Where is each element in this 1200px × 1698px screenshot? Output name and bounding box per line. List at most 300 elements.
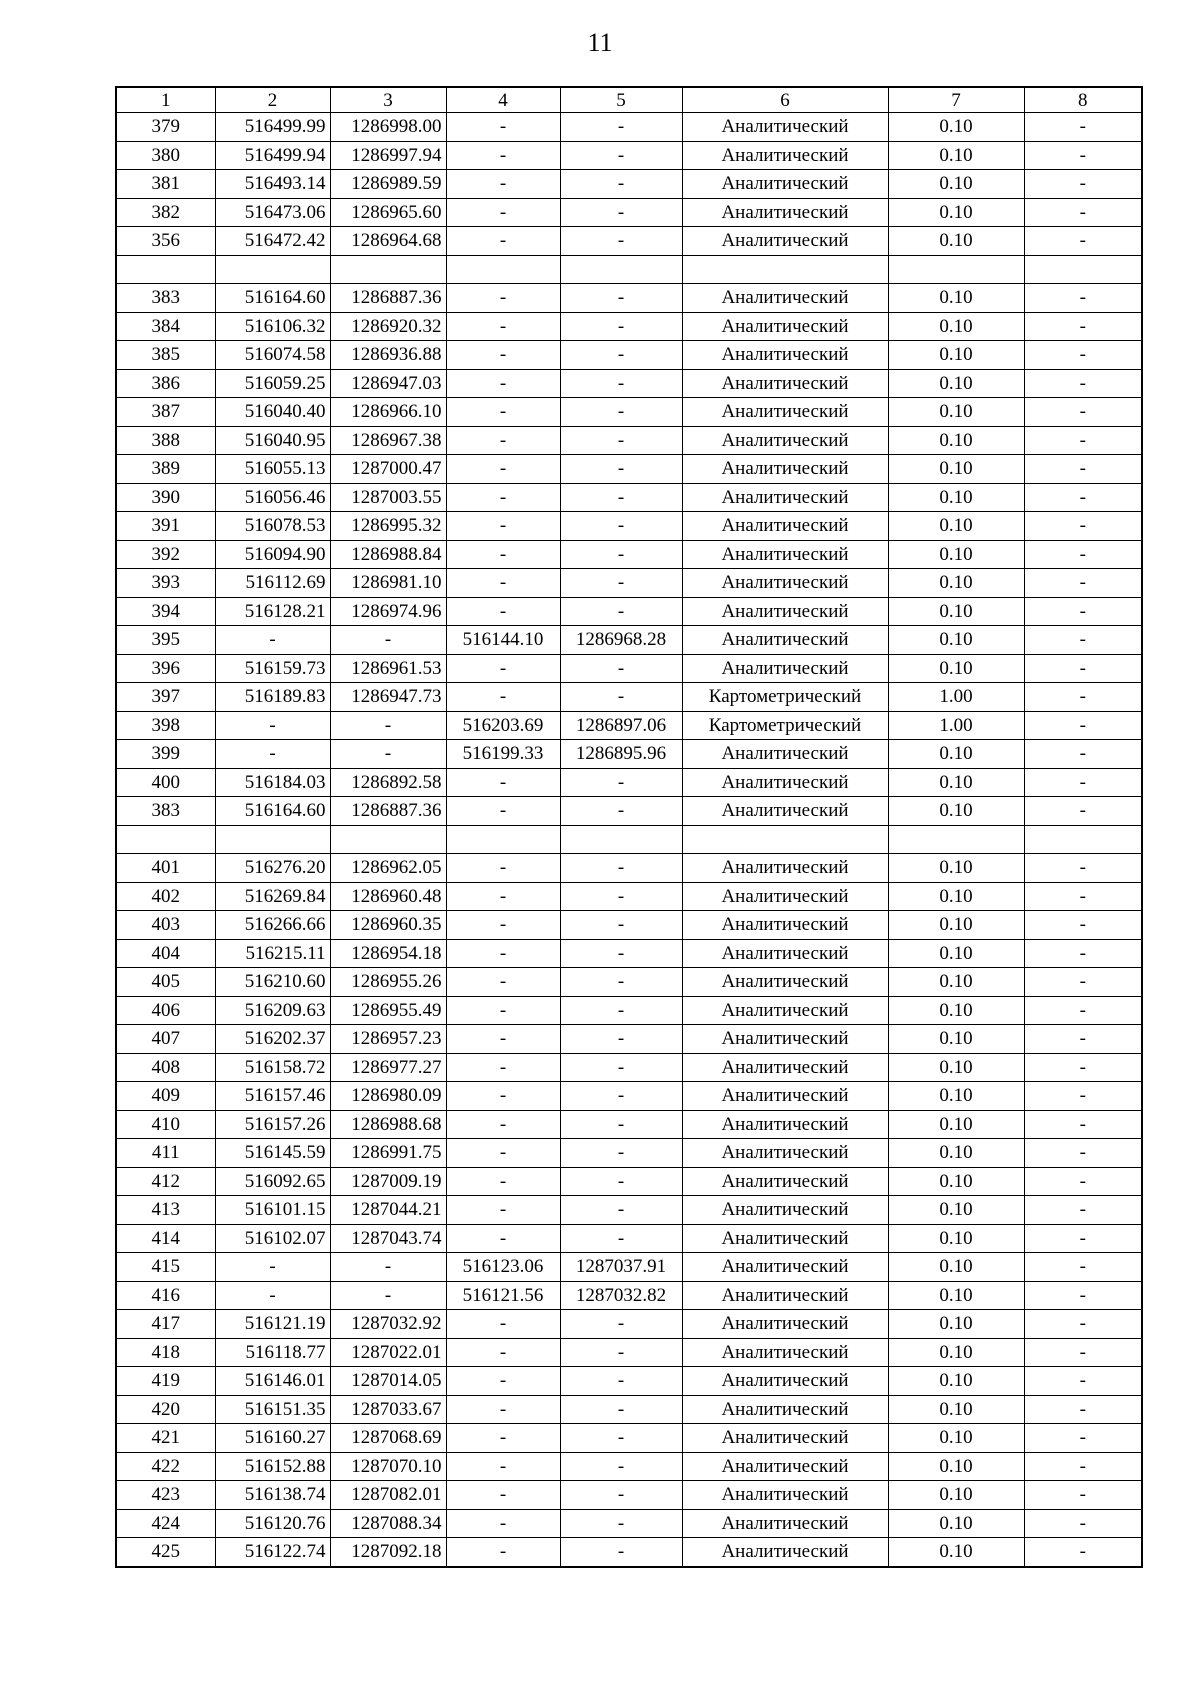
table-cell: 356	[116, 227, 215, 256]
table-cell: 0.10	[888, 284, 1024, 313]
table-row	[116, 1167, 1142, 1196]
table-cell: 424	[116, 1509, 215, 1538]
table-cell: -	[446, 597, 560, 626]
table-cell: 421	[116, 1424, 215, 1453]
table-cell: 516184.03	[215, 768, 330, 797]
table-cell: Аналитический	[682, 939, 888, 968]
table-cell: -	[446, 1481, 560, 1510]
table-cell: 1286960.35	[330, 911, 446, 940]
table-cell: -	[446, 569, 560, 598]
table-row	[116, 740, 1142, 769]
table-cell: 1286966.10	[330, 398, 446, 427]
table-cell: 0.10	[888, 569, 1024, 598]
table-cell: 516189.83	[215, 683, 330, 712]
table-cell: -	[446, 768, 560, 797]
table-cell: Аналитический	[682, 1167, 888, 1196]
table-cell: Аналитический	[682, 911, 888, 940]
table-cell: -	[560, 1310, 682, 1339]
table-cell: -	[560, 882, 682, 911]
coordinates-table	[115, 86, 1143, 1568]
table-row	[116, 312, 1142, 341]
table-cell: 516158.72	[215, 1053, 330, 1082]
table-cell: 516118.77	[215, 1338, 330, 1367]
table-cell: Картометрический	[682, 711, 888, 740]
table-cell	[330, 825, 446, 854]
table-cell	[560, 825, 682, 854]
table-cell: Аналитический	[682, 996, 888, 1025]
table-cell: -	[446, 1196, 560, 1225]
column-header: 5	[560, 87, 682, 113]
table-cell: 516122.74	[215, 1538, 330, 1567]
table-cell: 0.10	[888, 1481, 1024, 1510]
table-cell: 1.00	[888, 683, 1024, 712]
table-cell: 1287088.34	[330, 1509, 446, 1538]
table-cell: 383	[116, 284, 215, 313]
table-cell: Аналитический	[682, 398, 888, 427]
table-cell: 516164.60	[215, 797, 330, 826]
column-header: 2	[215, 87, 330, 113]
table-cell: 1287068.69	[330, 1424, 446, 1453]
table-cell: 380	[116, 141, 215, 170]
table-cell: -	[330, 740, 446, 769]
table-cell: 418	[116, 1338, 215, 1367]
table-cell: 516199.33	[446, 740, 560, 769]
table-cell: -	[560, 369, 682, 398]
table-cell: Аналитический	[682, 141, 888, 170]
table-cell: 0.10	[888, 911, 1024, 940]
table-cell: 0.10	[888, 654, 1024, 683]
table-cell: 1287070.10	[330, 1452, 446, 1481]
table-cell: 1286947.73	[330, 683, 446, 712]
table-cell: -	[446, 1538, 560, 1567]
table-cell: -	[560, 569, 682, 598]
table-cell: -	[560, 113, 682, 142]
table-cell: 516106.32	[215, 312, 330, 341]
table-cell	[446, 825, 560, 854]
table-cell: -	[560, 968, 682, 997]
table-row	[116, 540, 1142, 569]
table-cell: 0.10	[888, 1367, 1024, 1396]
table-cell: -	[446, 683, 560, 712]
table-cell: Аналитический	[682, 797, 888, 826]
table-cell: 516209.63	[215, 996, 330, 1025]
table-cell: -	[446, 369, 560, 398]
table-cell: Аналитический	[682, 369, 888, 398]
table-cell: 0.10	[888, 1310, 1024, 1339]
table-cell: 386	[116, 369, 215, 398]
table-cell: Аналитический	[682, 968, 888, 997]
table-cell: Аналитический	[682, 170, 888, 199]
table-separator-row	[116, 825, 1142, 854]
table-row	[116, 1053, 1142, 1082]
table-cell: -	[446, 654, 560, 683]
table-cell: Аналитический	[682, 483, 888, 512]
table-cell: -	[560, 141, 682, 170]
table-cell: 0.10	[888, 113, 1024, 142]
table-cell	[1024, 255, 1142, 284]
table-cell: -	[1024, 1395, 1142, 1424]
table-cell: Аналитический	[682, 1281, 888, 1310]
table-cell: Аналитический	[682, 1025, 888, 1054]
table-cell: Аналитический	[682, 626, 888, 655]
table-cell: -	[560, 426, 682, 455]
table-cell: -	[446, 227, 560, 256]
table-row	[116, 1452, 1142, 1481]
table-cell: 0.10	[888, 483, 1024, 512]
table-cell: -	[330, 711, 446, 740]
table-cell: 0.10	[888, 227, 1024, 256]
table-cell: -	[1024, 512, 1142, 541]
table-cell: 1287022.01	[330, 1338, 446, 1367]
table-cell: 516144.10	[446, 626, 560, 655]
table-cell: Аналитический	[682, 654, 888, 683]
column-header: 3	[330, 87, 446, 113]
table-cell: -	[560, 1224, 682, 1253]
table-cell: 425	[116, 1538, 215, 1567]
table-cell: -	[560, 284, 682, 313]
table-cell: -	[446, 141, 560, 170]
table-cell: Аналитический	[682, 740, 888, 769]
table-cell: -	[560, 1538, 682, 1567]
table-cell: -	[446, 540, 560, 569]
table-cell: Аналитический	[682, 1395, 888, 1424]
table-cell: Аналитический	[682, 597, 888, 626]
table-cell: Аналитический	[682, 1310, 888, 1339]
table-cell: 516499.94	[215, 141, 330, 170]
table-cell: -	[1024, 1338, 1142, 1367]
table-cell: -	[1024, 341, 1142, 370]
table-cell: -	[446, 1082, 560, 1111]
column-header: 1	[116, 87, 215, 113]
table-cell: -	[446, 1367, 560, 1396]
table-cell: -	[446, 312, 560, 341]
table-cell: -	[330, 626, 446, 655]
table-cell: 407	[116, 1025, 215, 1054]
table-cell: 516151.35	[215, 1395, 330, 1424]
table-cell: -	[1024, 996, 1142, 1025]
table-row	[116, 1310, 1142, 1339]
table-cell: 516074.58	[215, 341, 330, 370]
table-cell: 0.10	[888, 198, 1024, 227]
table-cell: 1286960.48	[330, 882, 446, 911]
table-cell: 410	[116, 1110, 215, 1139]
table-cell: -	[1024, 398, 1142, 427]
table-cell: 516101.15	[215, 1196, 330, 1225]
table-row	[116, 1082, 1142, 1111]
table-cell: 1286991.75	[330, 1139, 446, 1168]
table-row	[116, 1338, 1142, 1367]
table-cell: 516078.53	[215, 512, 330, 541]
table-cell: -	[1024, 312, 1142, 341]
table-cell: 1286955.49	[330, 996, 446, 1025]
table-cell: 0.10	[888, 768, 1024, 797]
table-cell: 1286887.36	[330, 284, 446, 313]
table-cell: Аналитический	[682, 312, 888, 341]
table-cell: Аналитический	[682, 768, 888, 797]
table-cell: 0.10	[888, 1452, 1024, 1481]
table-cell: -	[560, 683, 682, 712]
table-cell: -	[1024, 968, 1142, 997]
table-cell: 405	[116, 968, 215, 997]
table-cell: 404	[116, 939, 215, 968]
table-cell: -	[1024, 170, 1142, 199]
column-header: 8	[1024, 87, 1142, 113]
table-cell: -	[560, 1025, 682, 1054]
table-cell: 0.10	[888, 854, 1024, 883]
table-cell: 416	[116, 1281, 215, 1310]
table-cell	[116, 255, 215, 284]
table-cell: 391	[116, 512, 215, 541]
table-cell: -	[560, 1424, 682, 1453]
table-cell	[1024, 825, 1142, 854]
table-cell	[330, 255, 446, 284]
table-cell: -	[1024, 768, 1142, 797]
table-cell: 0.10	[888, 426, 1024, 455]
table-row	[116, 341, 1142, 370]
table-cell: -	[560, 540, 682, 569]
table-cell: 0.10	[888, 797, 1024, 826]
table-cell: 516056.46	[215, 483, 330, 512]
table-cell	[446, 255, 560, 284]
table-cell: Аналитический	[682, 1053, 888, 1082]
table-cell	[116, 825, 215, 854]
table-cell: -	[560, 483, 682, 512]
table-cell: -	[1024, 1053, 1142, 1082]
table-cell: -	[1024, 939, 1142, 968]
table-cell: 1286968.28	[560, 626, 682, 655]
table-cell: -	[560, 939, 682, 968]
table-row	[116, 911, 1142, 940]
table-cell: 1286962.05	[330, 854, 446, 883]
table-row	[116, 1025, 1142, 1054]
table-cell: Аналитический	[682, 1139, 888, 1168]
column-header: 7	[888, 87, 1024, 113]
table-cell: -	[1024, 1367, 1142, 1396]
table-row	[116, 113, 1142, 142]
table-cell: 1286957.23	[330, 1025, 446, 1054]
table-cell: 516112.69	[215, 569, 330, 598]
table-cell: 1286967.38	[330, 426, 446, 455]
table-cell: -	[560, 1196, 682, 1225]
table-cell: -	[1024, 1538, 1142, 1567]
table-row	[116, 1139, 1142, 1168]
table-cell: -	[560, 1167, 682, 1196]
table-cell: 1287014.05	[330, 1367, 446, 1396]
table-cell: 403	[116, 911, 215, 940]
table-row	[116, 1424, 1142, 1453]
table-cell: -	[560, 1452, 682, 1481]
table-cell: Аналитический	[682, 854, 888, 883]
table-cell: -	[446, 939, 560, 968]
table-cell: 401	[116, 854, 215, 883]
table-cell: 409	[116, 1082, 215, 1111]
table-cell: -	[1024, 141, 1142, 170]
table-cell: 1286998.00	[330, 113, 446, 142]
table-cell: -	[1024, 1082, 1142, 1111]
table-cell: -	[1024, 882, 1142, 911]
table-cell: 0.10	[888, 1395, 1024, 1424]
column-header: 4	[446, 87, 560, 113]
table-cell: Аналитический	[682, 1082, 888, 1111]
table-row	[116, 768, 1142, 797]
table-cell: -	[1024, 854, 1142, 883]
table-cell: 0.10	[888, 968, 1024, 997]
table-cell: Аналитический	[682, 113, 888, 142]
table-cell: 516203.69	[446, 711, 560, 740]
table-cell: -	[560, 227, 682, 256]
table-cell: 516138.74	[215, 1481, 330, 1510]
table-cell: -	[1024, 483, 1142, 512]
table-cell: 1286989.59	[330, 170, 446, 199]
table-cell: -	[446, 398, 560, 427]
table-cell: 0.10	[888, 1281, 1024, 1310]
table-cell: -	[215, 1281, 330, 1310]
table-cell	[215, 255, 330, 284]
table-cell: 1.00	[888, 711, 1024, 740]
table-cell: 0.10	[888, 1338, 1024, 1367]
table-cell: -	[1024, 1281, 1142, 1310]
table-cell: -	[446, 1167, 560, 1196]
table-cell: 516472.42	[215, 227, 330, 256]
table-cell: -	[560, 1139, 682, 1168]
table-cell: -	[330, 1281, 446, 1310]
table-cell: 516276.20	[215, 854, 330, 883]
table-cell: Картометрический	[682, 683, 888, 712]
table-cell: -	[560, 996, 682, 1025]
table-cell: -	[560, 1367, 682, 1396]
table-row	[116, 854, 1142, 883]
table-cell: -	[560, 1053, 682, 1082]
table-cell: -	[1024, 1509, 1142, 1538]
table-cell: 0.10	[888, 1082, 1024, 1111]
table-row	[116, 1509, 1142, 1538]
table-cell: 400	[116, 768, 215, 797]
table-cell: -	[1024, 626, 1142, 655]
table-cell	[682, 825, 888, 854]
table-cell: -	[446, 512, 560, 541]
table-row	[116, 369, 1142, 398]
table-cell: Аналитический	[682, 882, 888, 911]
table-cell: -	[446, 341, 560, 370]
table-cell: 1286997.94	[330, 141, 446, 170]
table-cell: 1287043.74	[330, 1224, 446, 1253]
table-row	[116, 711, 1142, 740]
table-cell: 390	[116, 483, 215, 512]
table-cell: 379	[116, 113, 215, 142]
table-cell: -	[560, 170, 682, 199]
table-cell: -	[1024, 1025, 1142, 1054]
table-cell: 516146.01	[215, 1367, 330, 1396]
table-cell: -	[1024, 1167, 1142, 1196]
table-cell: 1287032.82	[560, 1281, 682, 1310]
table-cell: -	[446, 113, 560, 142]
table-cell: 0.10	[888, 740, 1024, 769]
table-cell: -	[560, 911, 682, 940]
table-row	[116, 996, 1142, 1025]
table-cell: Аналитический	[682, 227, 888, 256]
table-cell	[682, 255, 888, 284]
table-cell: 516152.88	[215, 1452, 330, 1481]
table-cell: 402	[116, 882, 215, 911]
table-row	[116, 426, 1142, 455]
table-cell: -	[215, 1253, 330, 1282]
table-cell: 1286955.26	[330, 968, 446, 997]
table-cell: 0.10	[888, 170, 1024, 199]
table-cell: 0.10	[888, 512, 1024, 541]
table-cell: Аналитический	[682, 455, 888, 484]
table-cell: Аналитический	[682, 1253, 888, 1282]
table-row	[116, 141, 1142, 170]
table-cell: -	[560, 1082, 682, 1111]
table-cell: 0.10	[888, 1538, 1024, 1567]
table-cell: 0.10	[888, 540, 1024, 569]
table-cell: 388	[116, 426, 215, 455]
table-cell: -	[560, 312, 682, 341]
table-cell: Аналитический	[682, 1338, 888, 1367]
table-cell: 384	[116, 312, 215, 341]
table-cell: 1286988.84	[330, 540, 446, 569]
table-row	[116, 455, 1142, 484]
table-cell	[560, 255, 682, 284]
table-cell: Аналитический	[682, 1452, 888, 1481]
table-cell: 516128.21	[215, 597, 330, 626]
table-cell: 516493.14	[215, 170, 330, 199]
table-cell: 1286897.06	[560, 711, 682, 740]
table-cell: 516157.46	[215, 1082, 330, 1111]
table-cell: Аналитический	[682, 540, 888, 569]
table-cell: 516215.11	[215, 939, 330, 968]
table-row	[116, 968, 1142, 997]
table-cell: 0.10	[888, 626, 1024, 655]
table-cell: -	[560, 1395, 682, 1424]
table-cell: 1287009.19	[330, 1167, 446, 1196]
table-cell: 1287003.55	[330, 483, 446, 512]
table-cell: -	[1024, 1424, 1142, 1453]
table-row	[116, 1224, 1142, 1253]
table-cell: 1286936.88	[330, 341, 446, 370]
table-row	[116, 939, 1142, 968]
table-row	[116, 1395, 1142, 1424]
table-cell: 1286887.36	[330, 797, 446, 826]
table-cell: 0.10	[888, 1110, 1024, 1139]
table-cell: -	[1024, 711, 1142, 740]
table-cell: 1286965.60	[330, 198, 446, 227]
table-cell: -	[215, 711, 330, 740]
table-cell: Аналитический	[682, 1509, 888, 1538]
table-cell: 1286980.09	[330, 1082, 446, 1111]
table-cell: -	[446, 1224, 560, 1253]
table-cell: -	[1024, 1310, 1142, 1339]
table-row	[116, 483, 1142, 512]
table-cell: -	[1024, 540, 1142, 569]
table-cell: Аналитический	[682, 426, 888, 455]
table-cell: 1287033.67	[330, 1395, 446, 1424]
table-cell: -	[1024, 797, 1142, 826]
table-cell: 1286954.18	[330, 939, 446, 968]
table-cell: -	[1024, 740, 1142, 769]
table-cell: -	[330, 1253, 446, 1282]
table-cell: Аналитический	[682, 198, 888, 227]
table-cell: 516092.65	[215, 1167, 330, 1196]
table-cell: 1287000.47	[330, 455, 446, 484]
table-cell: Аналитический	[682, 1224, 888, 1253]
table-cell: 516159.73	[215, 654, 330, 683]
table-cell: -	[560, 1110, 682, 1139]
table-cell: -	[446, 854, 560, 883]
table-row	[116, 882, 1142, 911]
table-cell: 385	[116, 341, 215, 370]
table-cell: -	[1024, 426, 1142, 455]
